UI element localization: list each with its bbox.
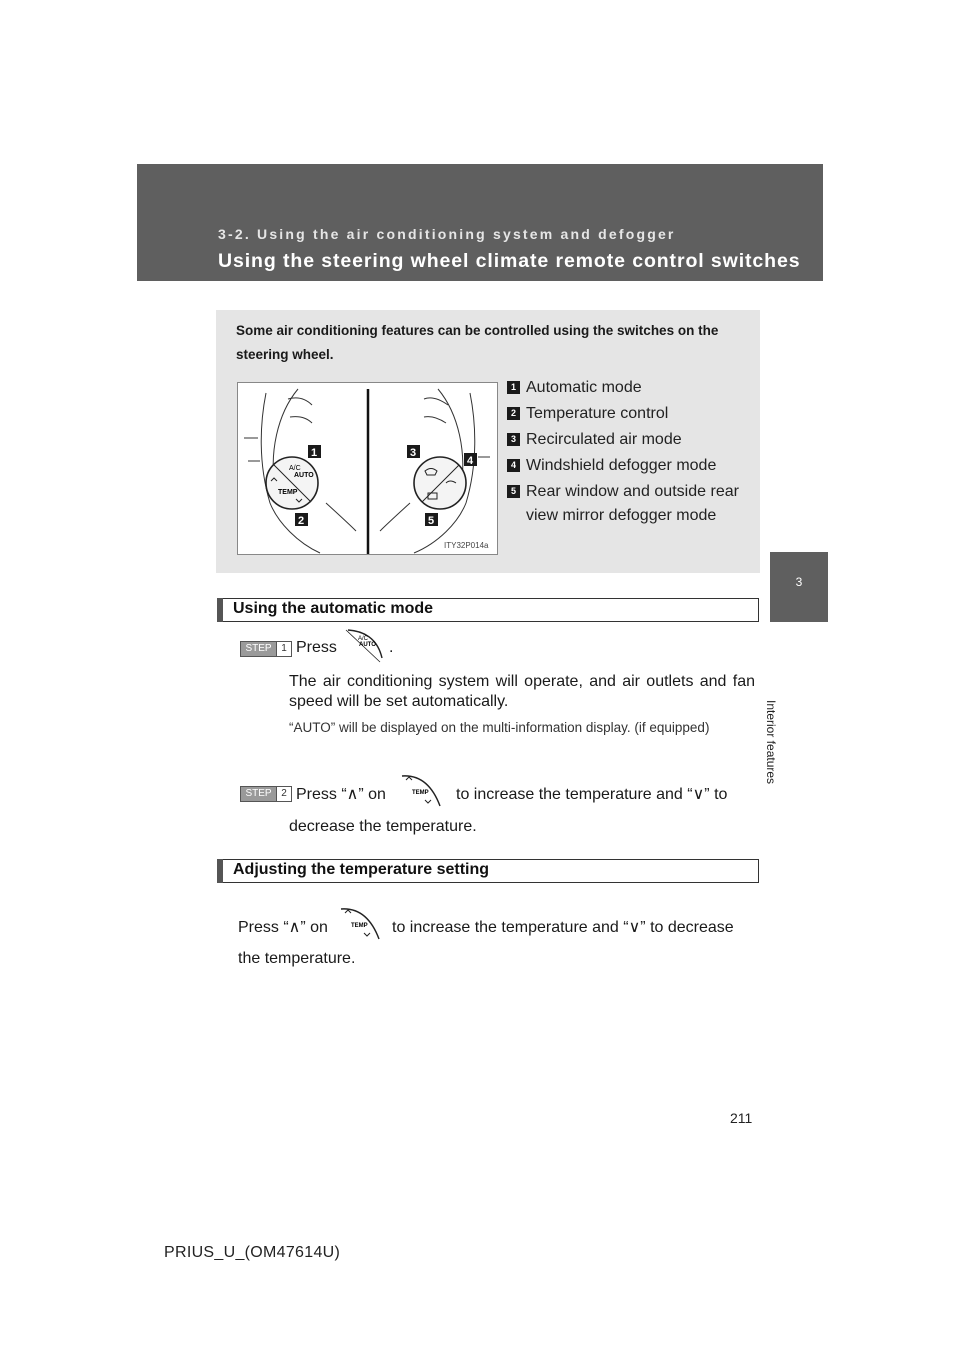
svg-text:2: 2 [298,515,305,527]
steering-wheel-illustration [238,383,497,554]
section-label: 3-2. Using the air conditioning system and defogger [218,226,676,242]
document-code: PRIUS_U_(OM47614U) [164,1244,341,1261]
step-2-badge [240,786,292,802]
legend-number: 2 [507,407,520,420]
fig-auto-label: AUTO [294,472,314,479]
legend-number: 5 [507,485,520,498]
step-1-period: . [389,639,394,656]
figure-legend [507,376,739,530]
svg-text:TEMP: TEMP [351,923,368,929]
chapter-label [764,700,796,840]
fig-temp-label: TEMP [278,489,298,496]
step-2-text-mid: to increase the temperature and “∨” to [456,786,728,803]
step-2-text-start: Press “∧” on [296,786,386,803]
legend-number: 3 [507,433,520,446]
temp-text-end: the temperature. [238,950,356,967]
step-2-text-end: decrease the temperature. [289,818,477,835]
temp-button-icon [398,770,444,810]
svg-text:1: 1 [311,447,318,459]
legend-label: Windshield defogger mode [526,457,717,474]
legend-label: Temperature control [526,405,669,422]
temp-text-start: Press “∧” on [238,919,328,936]
legend-item [507,428,739,452]
legend-number: 4 [507,459,520,472]
svg-text:A/C: A/C [358,636,369,642]
step-1-press-text: Press [296,639,337,656]
heading-accent [217,859,223,883]
legend-number: 1 [507,381,520,394]
ac-auto-button-icon [342,628,384,664]
step-1-description: The air conditioning system will operate, and air outlets and fan speed will be set automatically. [289,673,755,710]
step-label: STEP [245,788,272,799]
fig-ac-label: A/C [289,465,301,472]
chapter-label-text: Interior features [764,700,778,785]
legend-label: Automatic mode [526,379,642,396]
svg-text:4: 4 [467,455,474,467]
section-heading-auto: Using the automatic mode [233,600,434,617]
step-number: 2 [276,787,291,801]
page-heading: Using the steering wheel climate remote control switches [218,250,801,272]
legend-item [507,376,739,400]
page-number: 211 [730,1110,753,1126]
legend-item [507,480,739,528]
temp-button-icon [337,903,383,943]
heading-accent [217,598,223,622]
step-number: 1 [276,642,291,656]
legend-label: Rear window and outside rear view mirror defogger mode [526,483,739,524]
svg-text:TEMP: TEMP [412,790,429,796]
step-label: STEP [245,643,272,654]
svg-text:3: 3 [410,447,417,459]
section-heading-bar [217,859,759,883]
temp-text-mid: to increase the temperature and “∨” to decrease [392,919,734,936]
step-1-badge [240,641,292,657]
legend-item [507,402,739,426]
legend-label: Recirculated air mode [526,431,682,448]
step-1-note: “AUTO” will be displayed on the multi-information display. (if equipped) [289,720,710,735]
svg-text:5: 5 [428,515,435,527]
section-heading-temp: Adjusting the temperature setting [233,861,490,878]
steering-wheel-figure [237,382,498,555]
legend-item [507,454,739,478]
figure-code: ITY32P014a [444,541,489,550]
section-heading-bar [217,598,759,622]
chapter-number: 3 [795,575,803,589]
intro-text: Some air conditioning features can be controlled using the switches on the steering wheel. [236,323,719,362]
svg-text:AUTO: AUTO [359,642,376,648]
